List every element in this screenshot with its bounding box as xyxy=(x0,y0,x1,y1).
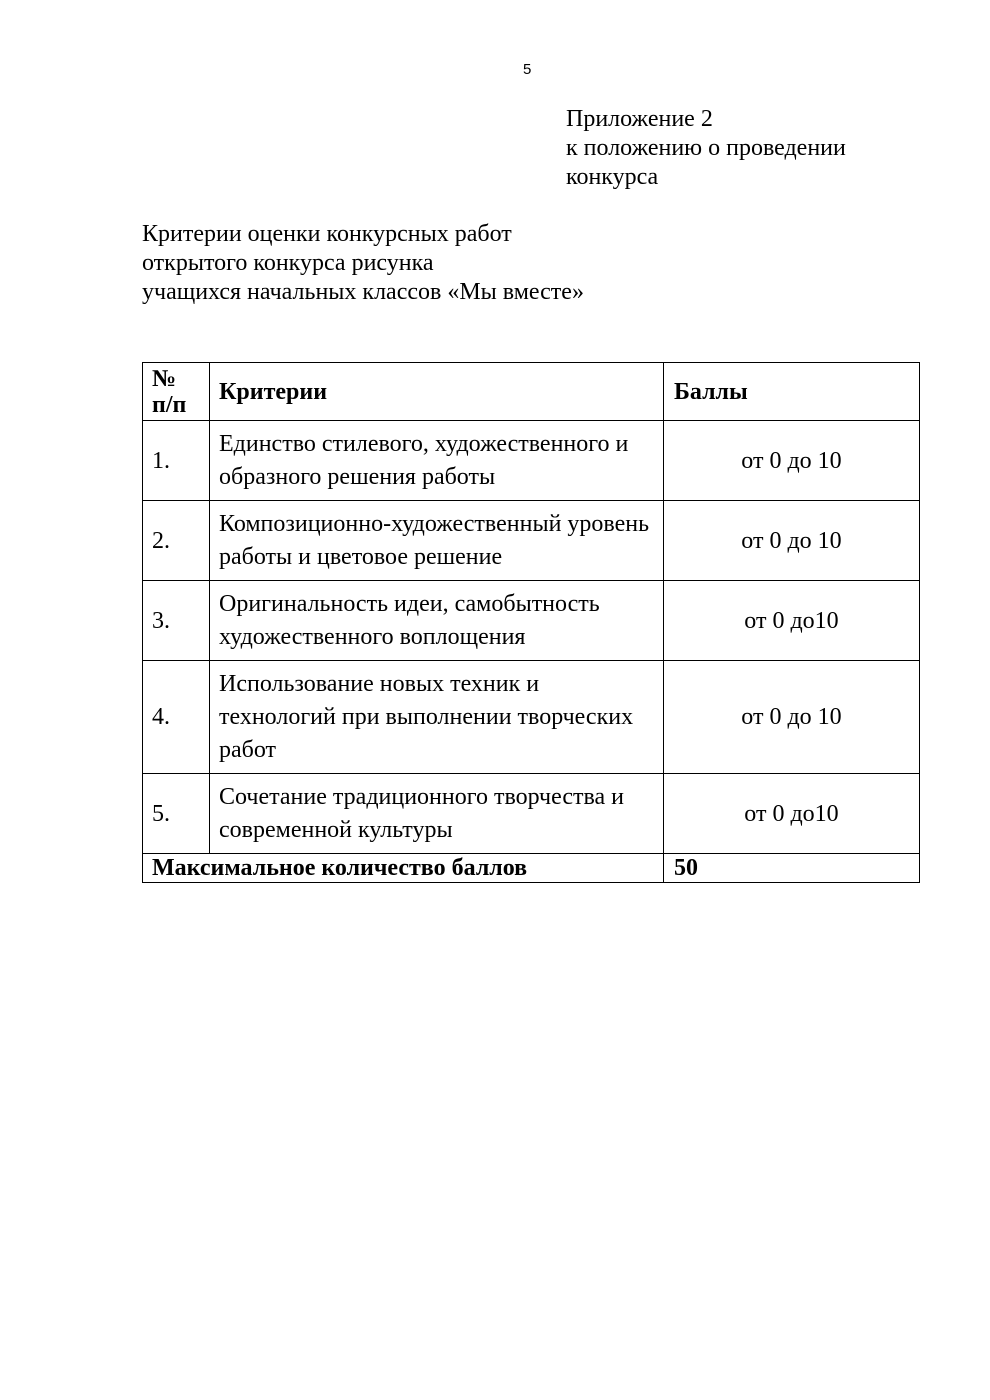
table-row xyxy=(143,501,920,581)
row-criterion: Единство стилевого, художественного и образного решения работы xyxy=(210,421,664,501)
total-value: 50 xyxy=(664,854,920,883)
row-score: от 0 до 10 xyxy=(664,421,920,501)
header-criteria: Критерии xyxy=(210,363,664,421)
table-row xyxy=(143,774,920,854)
appendix-line-3: конкурса xyxy=(566,164,659,190)
row-criterion: Использование новых техник и технологий при выполнении творческих работ xyxy=(210,661,664,774)
total-label: Максимальное количество баллов xyxy=(143,854,664,883)
appendix-reference xyxy=(566,105,846,192)
row-score: от 0 до10 xyxy=(664,774,920,854)
table-row xyxy=(143,581,920,661)
header-number xyxy=(143,363,210,421)
row-number: 5. xyxy=(143,774,210,854)
header-number-abbr: п/п xyxy=(152,391,187,418)
appendix-line-2: к положению о проведении xyxy=(566,135,846,161)
page-number: 5 xyxy=(523,61,532,78)
row-criterion: Композиционно-художественный уровень работы и цветовое решение xyxy=(210,501,664,581)
header-score: Баллы xyxy=(664,363,920,421)
table-row xyxy=(143,661,920,774)
row-criterion: Сочетание традиционного творчества и современной культуры xyxy=(210,774,664,854)
criteria-table xyxy=(142,362,920,883)
row-score: от 0 до 10 xyxy=(664,501,920,581)
header-number-symbol: № xyxy=(152,365,177,392)
appendix-line-1: Приложение 2 xyxy=(566,106,713,132)
row-number: 1. xyxy=(143,421,210,501)
row-number: 4. xyxy=(143,661,210,774)
title-line-1: Критерии оценки конкурсных работ xyxy=(142,221,512,247)
table-header-row xyxy=(143,363,920,421)
row-score: от 0 до10 xyxy=(664,581,920,661)
table-total-row xyxy=(143,854,920,883)
title-line-2: открытого конкурса рисунка xyxy=(142,250,434,276)
table-row xyxy=(143,421,920,501)
row-criterion: Оригинальность идеи, самобытность художественного воплощения xyxy=(210,581,664,661)
row-number: 3. xyxy=(143,581,210,661)
row-score: от 0 до 10 xyxy=(664,661,920,774)
title-line-3: учащихся начальных классов «Мы вместе» xyxy=(142,279,584,305)
document-title xyxy=(142,220,584,307)
row-number: 2. xyxy=(143,501,210,581)
